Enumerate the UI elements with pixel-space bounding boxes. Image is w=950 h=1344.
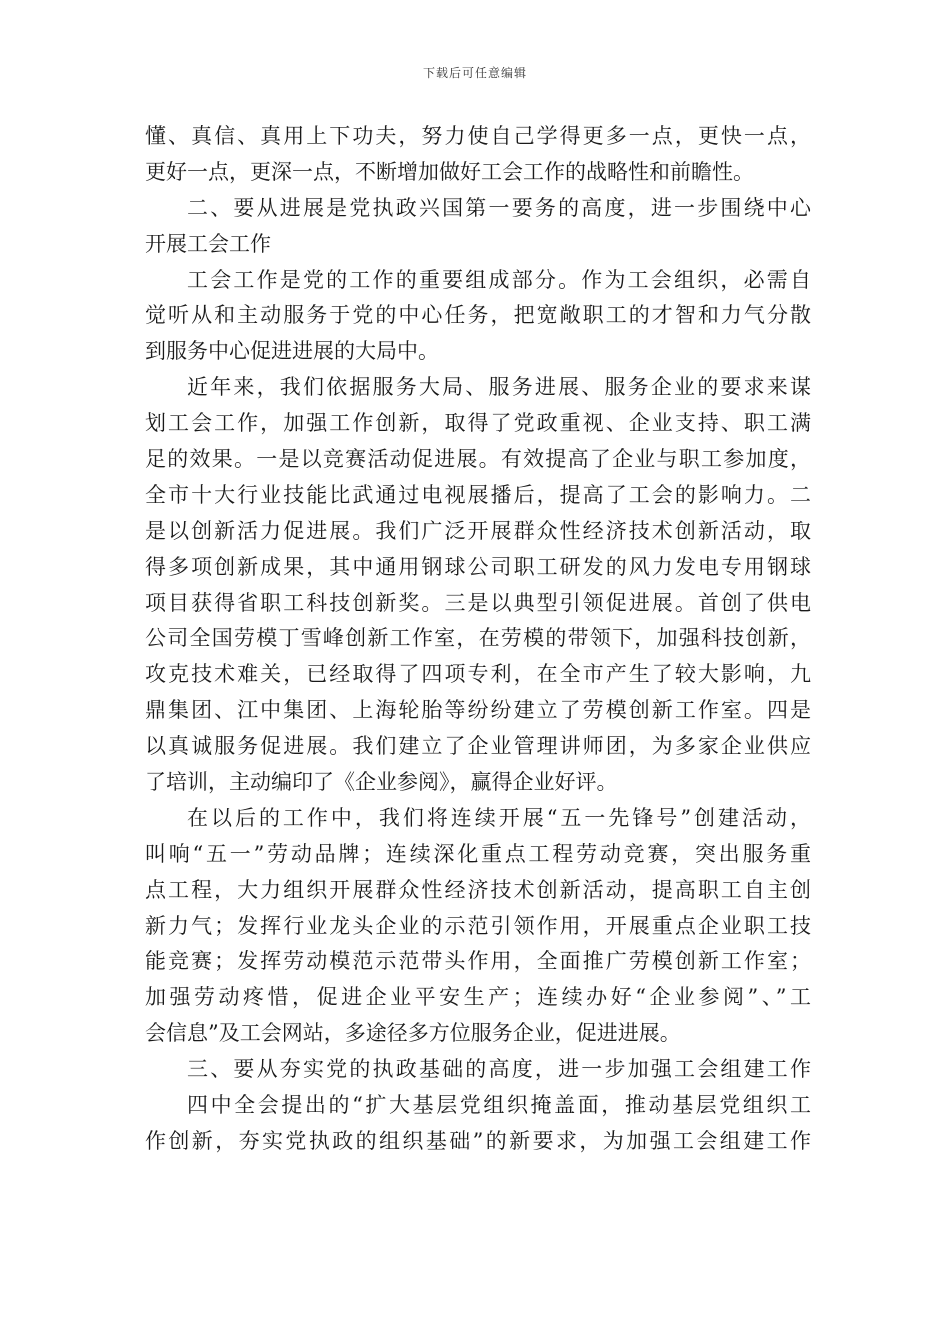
- text-line: 到服务中心促进进展的大局中。: [145, 339, 439, 364]
- text-line: 项目获得省职工科技创新奖。三是以典型引领促进展。首创了供电: [145, 590, 811, 615]
- text-line: 点工程，大力组织开展群众性经济技术创新活动，提高职工自主创: [145, 877, 811, 902]
- text-line: 是以创新活力促进展。我们广泛开展群众性经济技术创新活动，取: [145, 518, 811, 543]
- text-line: 作创新，夯实党执政的组织基础”的新要求，为加强工会组建工作: [145, 1128, 811, 1153]
- text-line: 了培训，主动编印了《企业参阅》，赢得企业好评。: [145, 770, 618, 795]
- text-line: 近年来，我们依据服务大局、服务进展、服务企业的要求来谋: [187, 375, 811, 400]
- text-line: 足的效果。一是以竞赛活动促进展。有效提高了企业与职工参加度，: [145, 447, 811, 472]
- text-line: 加强劳动疼惜，促进企业平安生产；连续办好“企业参阅”、”工: [145, 985, 811, 1010]
- text-line: 三、要从夯实党的执政基础的高度，进一步加强工会组建工作: [187, 1057, 811, 1082]
- text-line: 新力气；发挥行业龙头企业的示范引领作用，开展重点企业职工技: [145, 913, 811, 938]
- document-body: [145, 119, 811, 1160]
- text-line: 能竞赛；发挥劳动模范示范带头作用，全面推广劳模创新工作室；: [145, 949, 811, 974]
- text-line: 鼎集团、江中集团、上海轮胎等纷纷建立了劳模创新工作室。四是: [145, 698, 811, 723]
- text-line: 全市十大行业技能比武通过电视展播后，提高了工会的影响力。二: [145, 482, 811, 507]
- text-line: 二、要从进展是党执政兴国第一要务的高度，进一步围绕中心: [187, 195, 811, 220]
- text-line: 公司全国劳模丁雪峰创新工作室，在劳模的带领下，加强科技创新，: [145, 626, 811, 651]
- text-line: 懂、真信、真用上下功夫，努力使自己学得更多一点，更快一点，: [145, 124, 811, 148]
- text-line: 攻克技术难关，已经取得了四项专利，在全市产生了较大影响，九: [145, 662, 811, 687]
- text-line: 在以后的工作中，我们将连续开展“五一先锋号”创建活动，: [187, 805, 811, 830]
- text-line: 觉听从和主动服务于党的中心任务，把宽敞职工的才智和力气分散: [145, 303, 811, 328]
- text-line: 划工会工作，加强工作创新，取得了党政重视、企业支持、职工满: [145, 411, 811, 436]
- text-line: 叫响“五一”劳动品牌；连续深化重点工程劳动竞赛，突出服务重: [145, 841, 811, 866]
- text-line: 开展工会工作: [145, 231, 271, 256]
- text-line: 四中全会提出的“扩大基层党组织掩盖面，推动基层党组织工: [187, 1093, 811, 1118]
- text-line: 得多项创新成果，其中通用钢球公司职工研发的风力发电专用钢球: [145, 554, 811, 579]
- text-line: 会信息”及工会网站，多途径多方位服务企业，促进进展。: [145, 1021, 681, 1046]
- page-header-note: 下载后可任意编辑: [422, 66, 527, 80]
- text-line: 以真诚服务促进展。我们建立了企业管理讲师团，为多家企业供应: [145, 734, 811, 759]
- text-line: 更好一点，更深一点，不断增加做好工会工作的战略性和前瞻性。: [145, 159, 754, 184]
- text-line: 工会工作是党的工作的重要组成部分。作为工会组织，必需自: [187, 267, 811, 292]
